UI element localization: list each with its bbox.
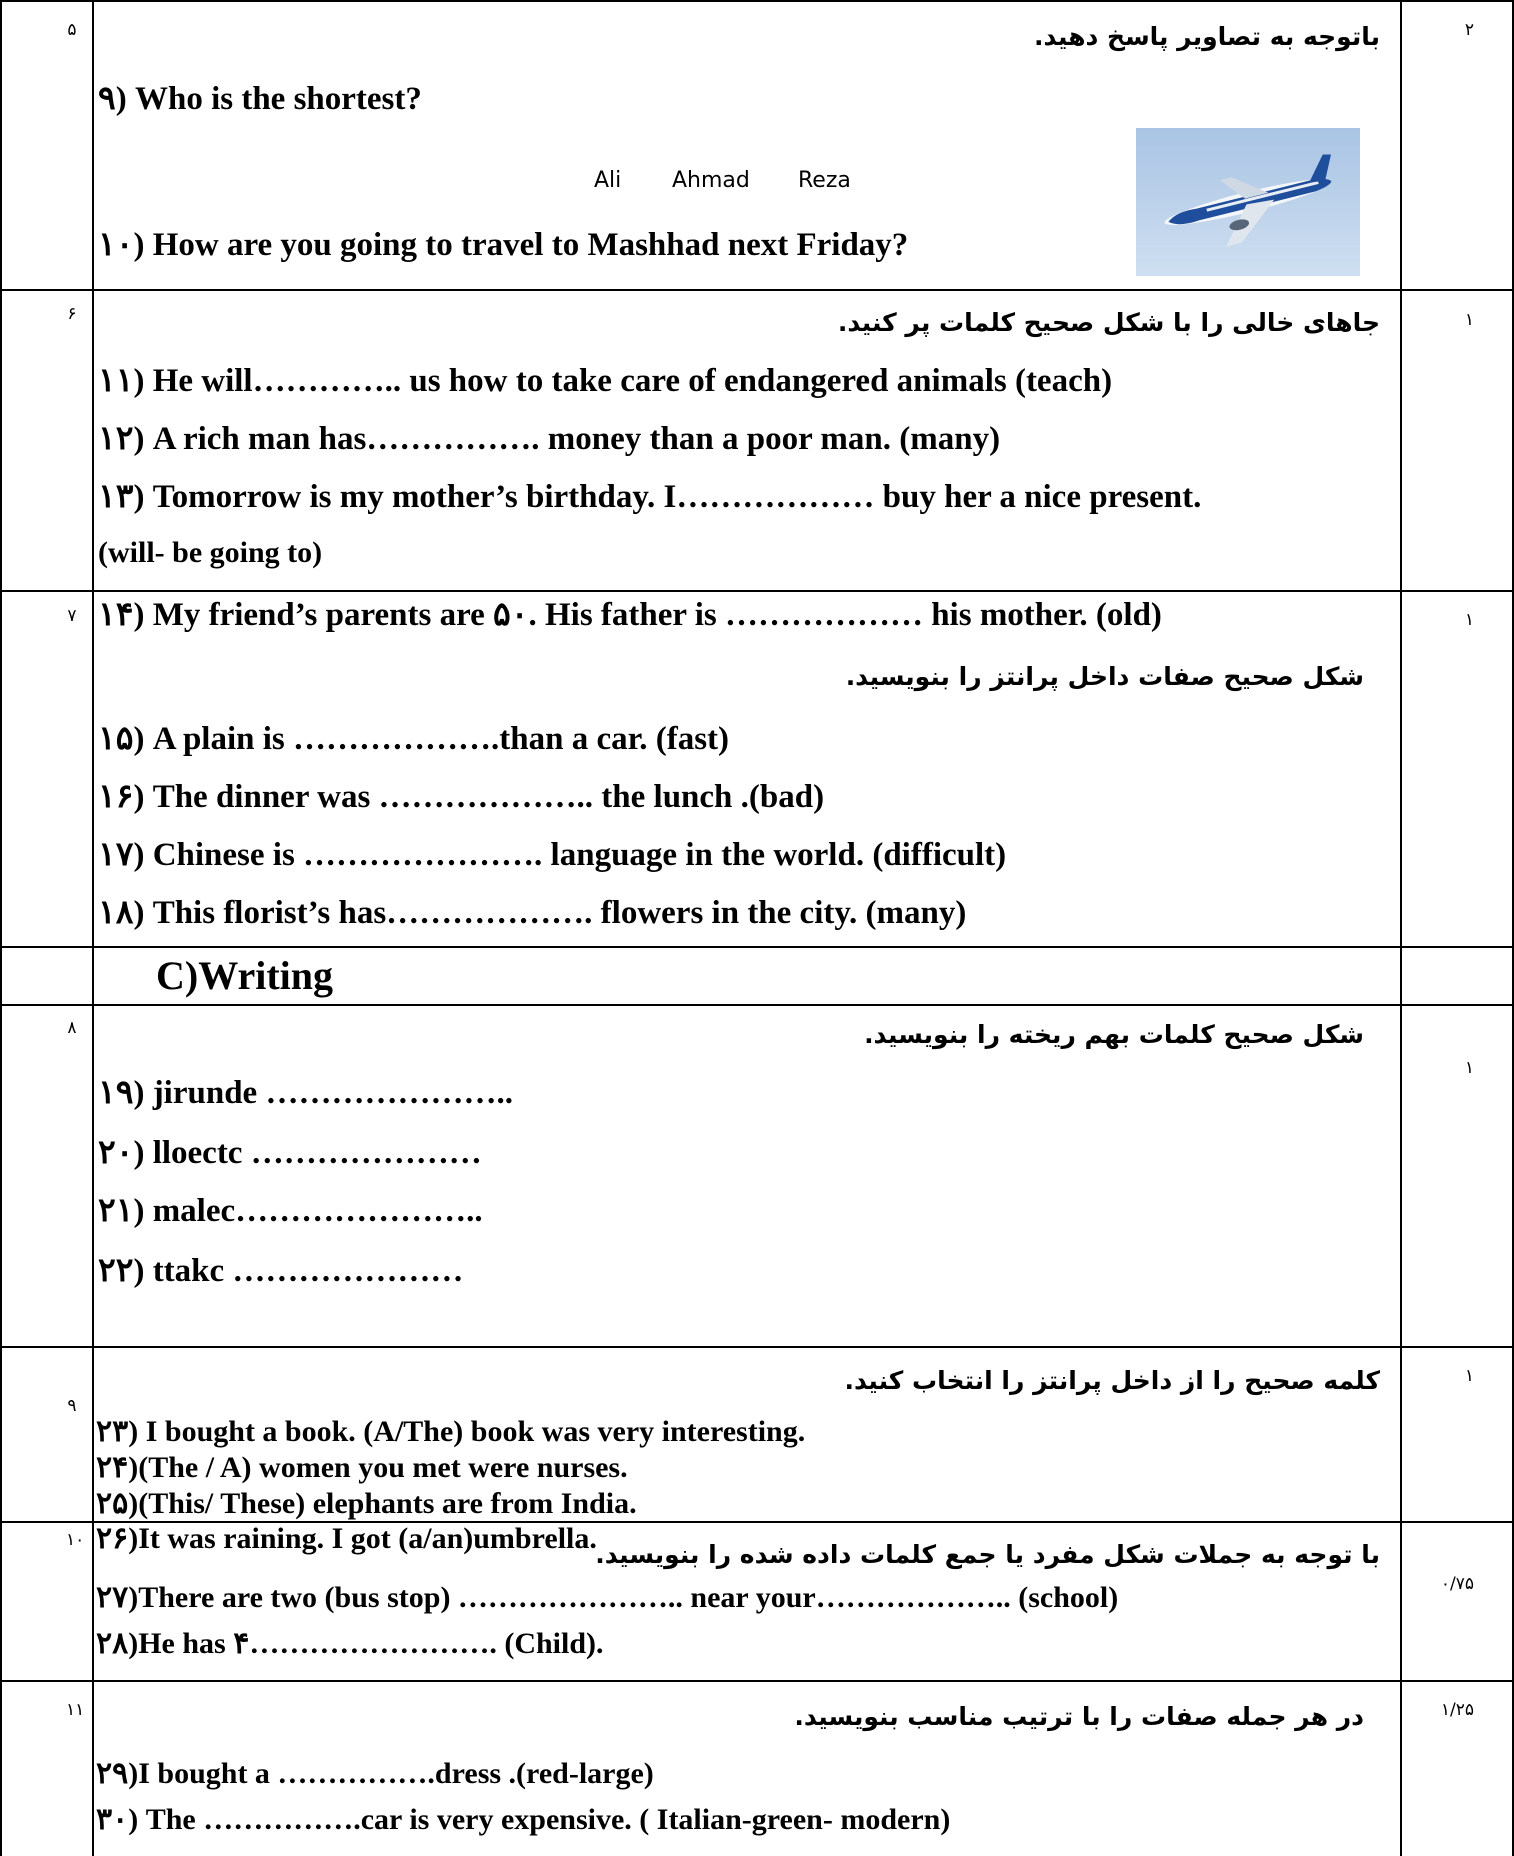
row-number: ۶	[67, 304, 77, 324]
instruction: باتوجه به تصاویر پاسخ دهید.	[1034, 22, 1380, 51]
instruction: با توجه به جملات شکل مفرد یا جمع کلمات داده شده را بنویسید.	[595, 1540, 1380, 1569]
question-text: ۲۰) lloectc …………………	[98, 1135, 482, 1171]
column-divider-number	[92, 0, 94, 1856]
row-divider	[0, 1004, 1514, 1006]
question-text: ۱۳) Tomorrow is my mother’s birthday. I……………… buy her a nice present.	[98, 479, 1202, 515]
instruction: جاهای خالی را با شکل صحیح کلمات پر کنید.	[837, 308, 1380, 337]
question-text: ۲۹)I bought a …………….dress .(red-large)	[96, 1757, 654, 1790]
row-divider	[0, 590, 1514, 592]
column-divider-score	[1400, 0, 1402, 1856]
instruction: شکل صحیح کلمات بهم ریخته را بنویسید.	[864, 1020, 1364, 1049]
row-divider	[0, 1680, 1514, 1682]
row-number: ۹	[67, 1396, 77, 1416]
question-text: ۱۱) He will………….. us how to take care of endangered animals (teach)	[98, 363, 1113, 399]
name-label: Ahmad	[672, 168, 750, 193]
question-text: ۱۷) Chinese is …………………. language in the world. (difficult)	[98, 837, 1007, 873]
name-label: Reza	[798, 168, 851, 193]
question-text: ۳۰) The …………….car is very expensive. ( Italian-green- modern)	[96, 1803, 951, 1836]
row-number: ۵	[67, 20, 77, 40]
score: ۱	[1464, 1058, 1474, 1078]
question-text: ۲۲) ttakc …………………	[98, 1253, 464, 1289]
name-label: Ali	[594, 168, 622, 193]
question-text: ۱۸) This florist’s has………………. flowers in the city. (many)	[98, 895, 967, 931]
question-text: ۹) Who is the shortest?	[98, 81, 422, 117]
row-divider	[0, 289, 1514, 291]
row-number: ۷	[67, 606, 77, 626]
row-number: ۱۱	[66, 1700, 85, 1720]
table-border-left	[0, 0, 2, 1856]
section-heading: C)Writing	[156, 953, 334, 998]
row-divider	[0, 946, 1514, 948]
score: ۱	[1464, 310, 1474, 330]
question-text: ۲۸)He has ۴……………………. (Child).	[96, 1627, 604, 1660]
row-number: ۱۰	[66, 1530, 85, 1550]
question-text: ۱۲) A rich man has……………. money than a poor man. (many)	[98, 421, 1001, 457]
airplane-image	[1136, 128, 1360, 276]
score: ۲	[1464, 20, 1474, 40]
row-divider	[0, 1346, 1514, 1348]
question-text: ۲۶)It was raining. I got (a/an)umbrella.	[96, 1522, 597, 1555]
score: ۰/۷۵	[1440, 1574, 1474, 1594]
instruction: کلمه صحیح را از داخل پرانتز را انتخاب کنید.	[844, 1366, 1380, 1395]
question-text: ۲۷)There are two (bus stop) ………………….. near your……………….. (school)	[96, 1581, 1119, 1614]
score: ۱	[1464, 610, 1474, 630]
question-text: ۱۰) How are you going to travel to Mashhad next Friday?	[98, 227, 909, 263]
table-border-top	[0, 0, 1514, 2]
row-number: ۸	[67, 1018, 77, 1038]
question-text: (will- be going to)	[98, 536, 323, 569]
question-text: ۲۴)(The / A) women you met were nurses.	[96, 1451, 628, 1484]
question-text: ۲۵)(This/ These) elephants are from India.	[96, 1487, 637, 1520]
question-text: ۱۵) A plain is ……………….than a car. (fast)	[98, 721, 730, 757]
instruction: در هر جمله صفات را با ترتیب مناسب بنویسید.	[794, 1702, 1364, 1731]
instruction: شکل صحیح صفات داخل پرانتز را بنویسید.	[845, 662, 1364, 691]
question-text: ۲۱) malec…………………..	[98, 1193, 483, 1229]
question-text: ۲۳) I bought a book. (A/The) book was very interesting.	[96, 1415, 806, 1448]
question-text: ۱۴) My friend’s parents are ۵۰. His father is ……………… his mother. (old)	[98, 597, 1162, 633]
question-text: ۱۶) The dinner was ……………….. the lunch .(bad)	[98, 779, 825, 815]
score: ۱/۲۵	[1440, 1700, 1474, 1720]
question-text: ۱۹) jirunde …………………..	[98, 1075, 513, 1111]
score: ۱	[1464, 1366, 1474, 1386]
